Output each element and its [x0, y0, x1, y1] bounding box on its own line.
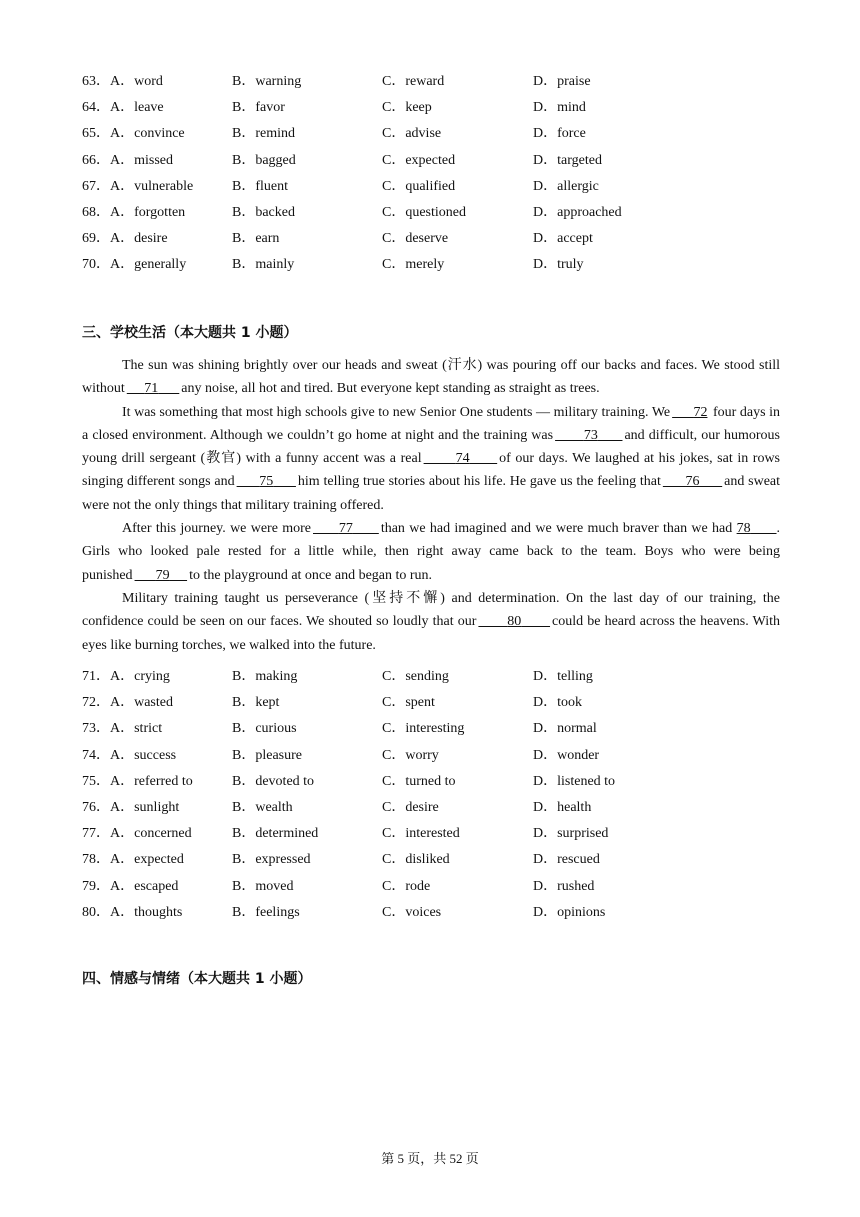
option-b: B．pleasure [232, 747, 302, 763]
blank-77 [311, 521, 381, 536]
option-a: 75．A．referred to [82, 773, 193, 789]
text: of our days. We laughed at his jokes, sat in rows singing different songs and [82, 451, 781, 490]
option-c: C．interesting [382, 721, 465, 737]
option-a: 79．A．escaped [82, 878, 179, 894]
option-a: 69．A．desire [82, 231, 168, 247]
option-b: B．mainly [232, 257, 295, 273]
option-c: C．sending [382, 669, 449, 684]
option-a: 65．A．convince [82, 126, 185, 142]
blank-75 [235, 474, 298, 489]
option-c: C．rode [382, 878, 431, 894]
option-d: D．rescued [533, 852, 600, 868]
option-b: B．making [232, 669, 298, 684]
option-b: B．favor [232, 100, 285, 116]
text: . Girls who looked pale rested for a little while, then right away came back to the team. Boys who were being punished [82, 521, 781, 583]
page-number: 第 5 页，共 52 页 [381, 1151, 479, 1166]
option-a: 68．A．forgotten [82, 204, 186, 220]
option-a: 71．A．crying [82, 669, 170, 684]
blank-number: 73 [583, 427, 598, 443]
option-c: C．reward [382, 74, 445, 89]
option-a: 76．A．sunlight [82, 799, 180, 815]
option-b: B．remind [232, 126, 295, 142]
paragraph [82, 401, 780, 517]
blank-79 [133, 568, 190, 583]
blank-number: 80 [507, 614, 522, 630]
text: It was something that most high schools give to new Senior One students — military training. We [122, 404, 671, 420]
option-b: B．curious [232, 721, 297, 737]
option-a: 72．A．wasted [82, 695, 173, 711]
option-c: C．spent [382, 695, 435, 711]
option-b: B．wealth [232, 799, 293, 815]
option-c: C．deserve [382, 231, 449, 247]
option-a: 70．A．generally [82, 257, 187, 273]
option-d: D．mind [533, 100, 586, 116]
option-d: D．telling [533, 669, 593, 684]
option-a: 74．A．success [82, 747, 177, 763]
option-c: C．disliked [382, 852, 450, 868]
option-c: C．worry [382, 747, 439, 763]
blank-78 [737, 521, 777, 536]
text: four days in a closed environment. Although we couldn’t go home at night and the training was [82, 404, 780, 443]
option-d: D．opinions [533, 904, 606, 920]
option-c: C．interested [382, 826, 460, 842]
blank-number: 78 [736, 521, 751, 537]
option-d: D．truly [533, 257, 584, 273]
option-b: B．determined [232, 826, 319, 842]
option-c: C．merely [382, 257, 445, 273]
option-a: 77．A．concerned [82, 826, 192, 842]
paragraph [82, 354, 780, 401]
option-d: D．health [533, 799, 592, 815]
text: and sweat were not the only things that military training offered. [82, 474, 781, 513]
option-d: D．wonder [533, 747, 600, 763]
text: Military training taught us perseverance (坚持不懈) and determination. On the last day of our training, the confidence could be seen on our faces. We shouted so loudly that our [82, 590, 780, 630]
option-b: B．bagged [232, 152, 296, 168]
text: could be heard across the heavens. With eyes like burning torches, we walked into the future. [82, 614, 780, 653]
option-d: D．took [533, 695, 582, 711]
passage [82, 354, 780, 657]
text: and difficult, our humorous young drill sergeant (教官) with a funny accent was a real [82, 427, 781, 467]
option-d: D．approached [533, 204, 622, 220]
blank-number: 79 [155, 567, 170, 583]
option-d: D．normal [533, 721, 597, 737]
blank-71 [125, 381, 182, 396]
option-d: D．targeted [533, 152, 602, 168]
text: to the playground at once and began to run. [189, 567, 433, 583]
text: than we had imagined and we were much braver than we had [380, 521, 733, 537]
option-b: B．fluent [232, 178, 288, 194]
text: him telling true stories about his life. He gave us the feeling that [297, 474, 661, 490]
option-a: 73．A．strict [82, 721, 163, 737]
option-c: C．qualified [382, 178, 456, 194]
blank-80 [476, 614, 552, 629]
option-b: B．backed [232, 204, 295, 220]
option-d: D．force [533, 126, 586, 142]
blank-76 [661, 474, 724, 489]
option-b: B．earn [232, 231, 280, 247]
option-c: C．keep [382, 100, 432, 116]
option-c: C．questioned [382, 204, 466, 220]
blank-number: 71 [144, 381, 159, 397]
option-d: D．listened to [533, 773, 616, 789]
option-c: C．turned to [382, 773, 456, 789]
blank-74 [422, 451, 500, 466]
blank-72 [670, 405, 709, 420]
option-d: D．surprised [533, 826, 609, 842]
option-a: 80．A．thoughts [82, 904, 183, 920]
option-a: 64．A．leave [82, 100, 164, 116]
option-d: D．allergic [533, 178, 599, 194]
paragraph [82, 587, 780, 657]
blank-73 [553, 428, 624, 443]
text: After this journey. we were more [122, 521, 311, 537]
blank-number: 77 [338, 521, 353, 537]
blank-number: 72 [693, 404, 708, 420]
text: The sun was shining brightly over our heads and sweat (汗水) was pouring off our backs and faces. We stood still without [82, 358, 780, 397]
option-b: B．warning [232, 74, 302, 89]
option-d: D．rushed [533, 878, 595, 894]
option-b: B．kept [232, 695, 280, 711]
paragraph [82, 517, 780, 587]
option-c: C．desire [382, 799, 439, 815]
option-c: C．expected [382, 152, 456, 168]
option-b: B．moved [232, 878, 294, 894]
option-b: B．expressed [232, 852, 311, 868]
option-a: 67．A．vulnerable [82, 178, 194, 194]
option-a: 78．A．expected [82, 852, 184, 868]
option-d: D．praise [533, 74, 591, 89]
blank-number: 75 [259, 474, 274, 490]
section-heading: 四、情感与情绪（本大题共 1 小题） [82, 971, 312, 987]
option-b: B．devoted to [232, 773, 315, 789]
option-a: 66．A．missed [82, 152, 173, 168]
section-heading: 三、学校生活（本大题共 1 小题） [82, 325, 298, 341]
blank-number: 76 [685, 474, 700, 490]
option-c: C．voices [382, 904, 442, 920]
option-d: D．accept [533, 231, 593, 247]
option-b: B．feelings [232, 904, 300, 920]
text: any noise, all hot and tired. But everyone kept standing as straight as trees. [181, 381, 600, 397]
option-c: C．advise [382, 126, 442, 142]
option-a: 63．A．word [82, 74, 163, 89]
blank-number: 74 [455, 451, 470, 467]
